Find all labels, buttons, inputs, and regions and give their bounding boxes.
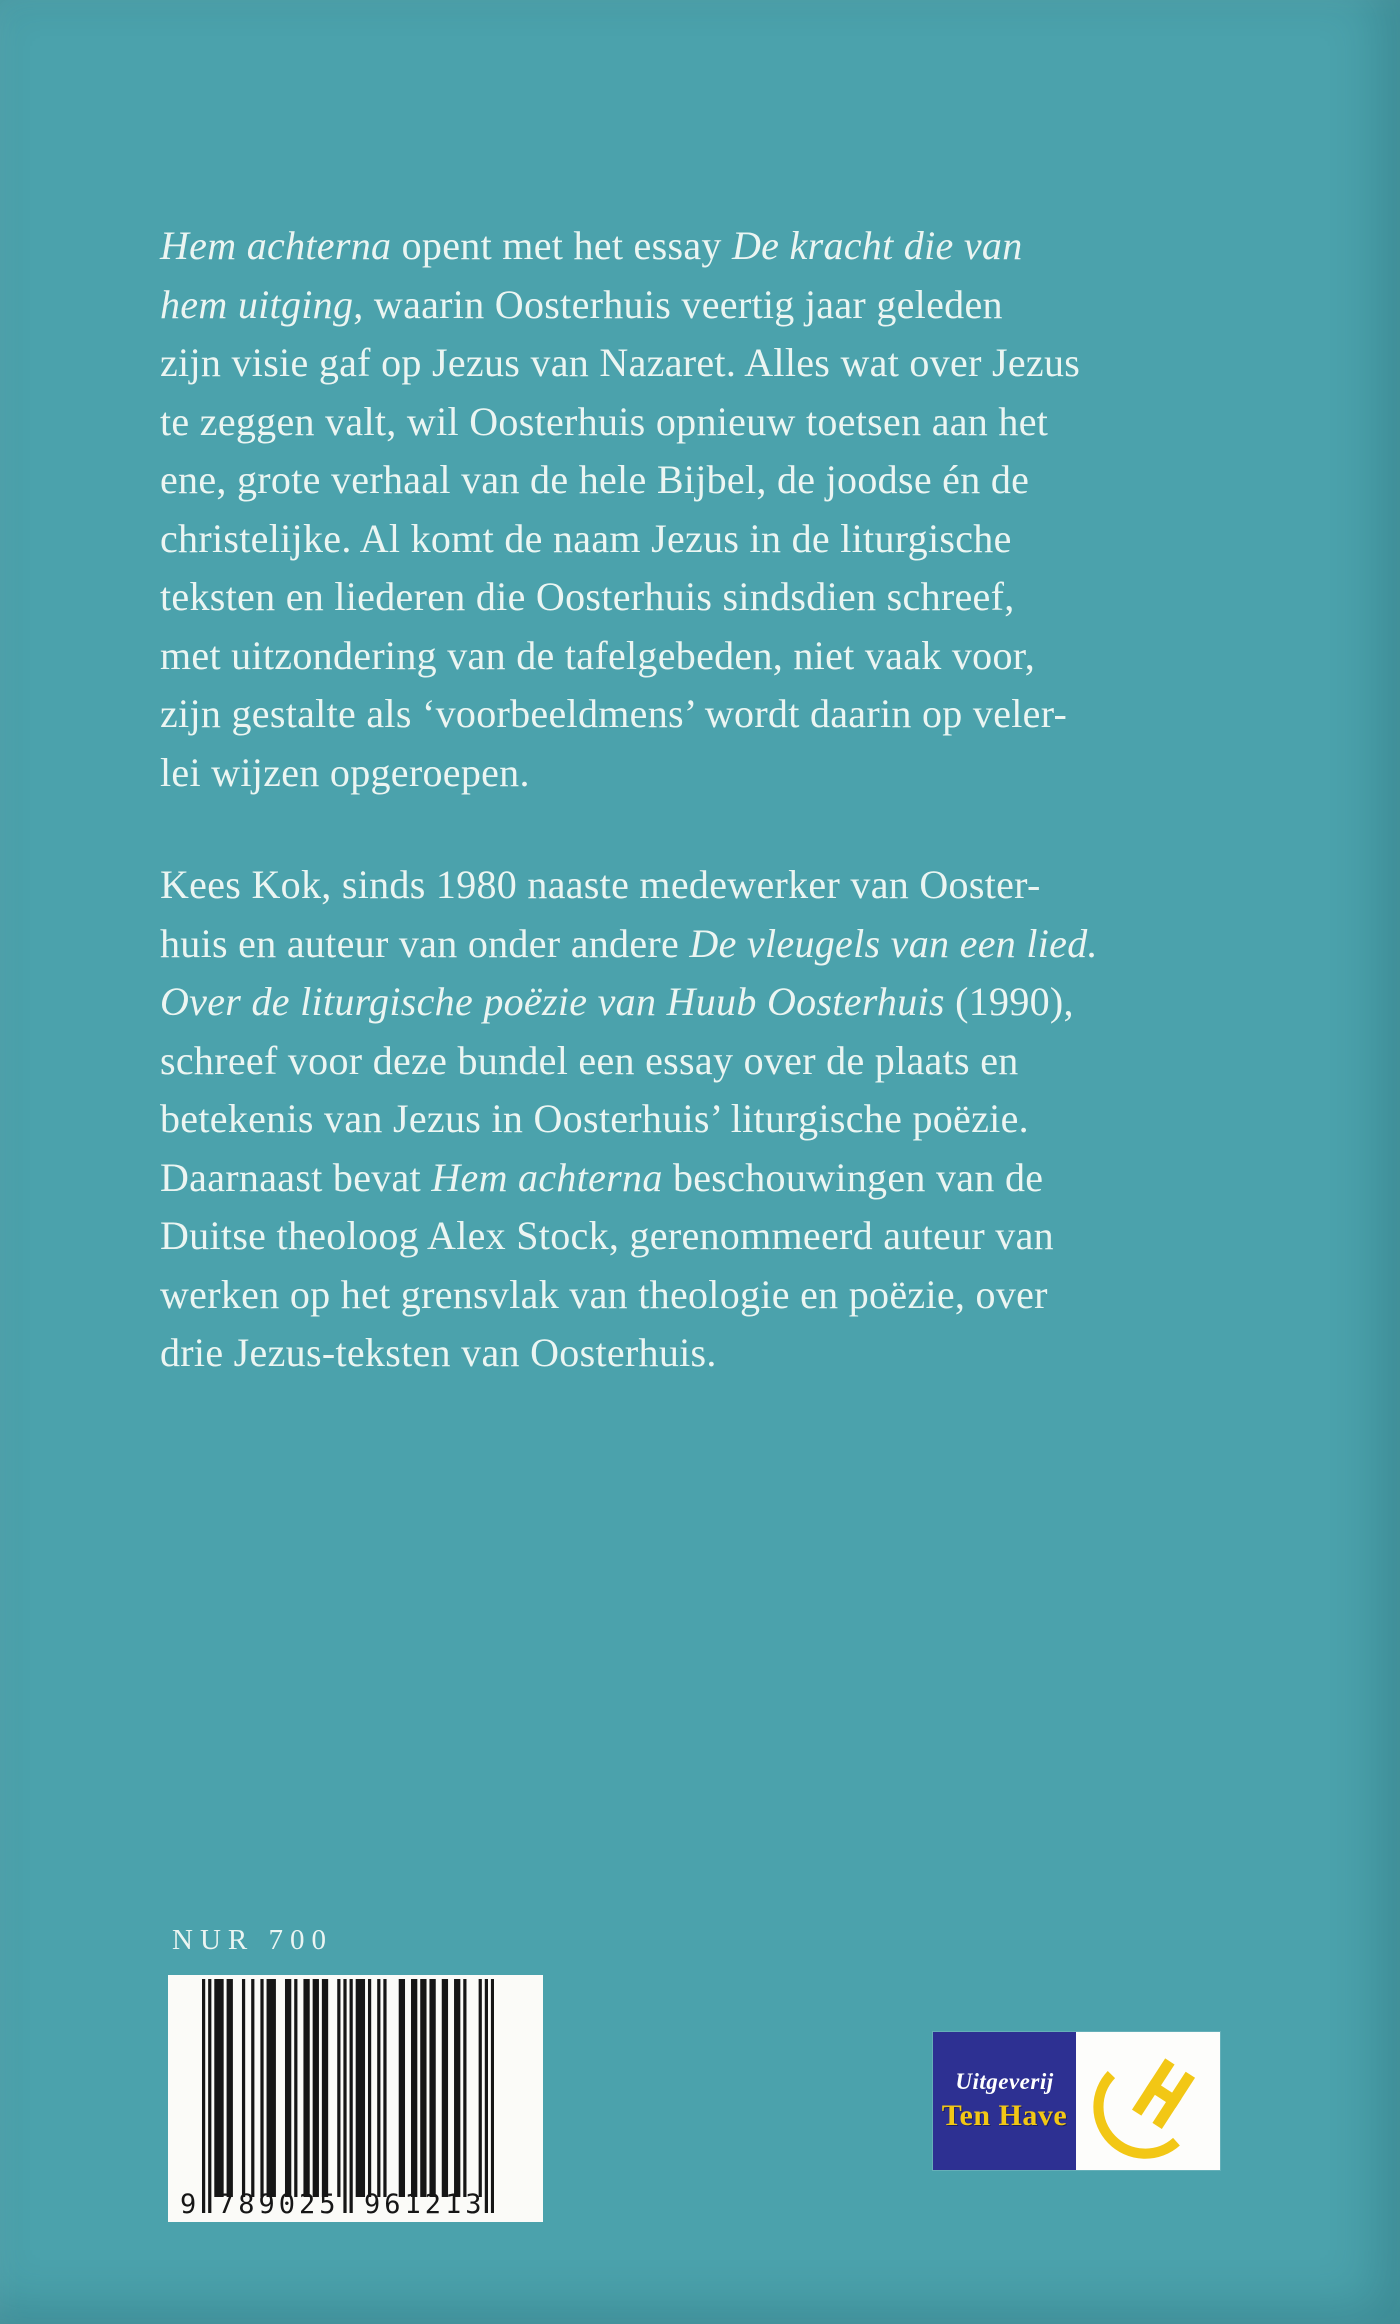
body-text: schreef voor deze bundel een essay over de plaats en <box>160 1037 1019 1083</box>
italic-title-text: Over de liturgische poëzie van Huub Oosterhuis <box>160 979 945 1024</box>
text-line <box>160 856 1098 915</box>
body-text: beschouwingen van de <box>662 1154 1044 1200</box>
body-text: drie Jezus-teksten van Oosterhuis. <box>160 1330 717 1375</box>
text-line <box>160 393 1098 452</box>
text-line <box>160 334 1098 393</box>
italic-title-text: hem uitging <box>160 281 354 327</box>
body-text: ene, grote verhaal van de hele Bijbel, de joodse én de <box>160 457 1030 502</box>
nur-label: NUR 700 <box>172 1924 333 1956</box>
text-line <box>160 1207 1098 1266</box>
publisher-label: Uitgeverij <box>955 2069 1054 2094</box>
back-cover-text <box>160 217 1098 1437</box>
body-text: huis en auteur van onder andere <box>160 920 690 966</box>
paragraph <box>160 856 1098 1383</box>
text-line <box>160 915 1098 974</box>
body-text: Daarnaast bevat <box>160 1154 432 1200</box>
body-text: teksten en liederen die Oosterhuis sindsdien schreef, <box>160 574 1015 619</box>
italic-title-text: Hem achterna <box>431 1154 663 1200</box>
text-line <box>160 973 1098 1032</box>
text-line <box>160 685 1098 744</box>
paragraph <box>160 217 1098 802</box>
body-text: met uitzondering van de tafelgebeden, niet vaak voor, <box>160 632 1036 678</box>
barcode-digits-left: 789025 <box>218 2189 340 2220</box>
italic-title-text: De vleugels van een lied. <box>689 920 1098 966</box>
body-text: Kees Kok, sinds 1980 naaste medewerker van Ooster- <box>160 862 1041 907</box>
publisher-logo <box>933 2032 1220 2170</box>
ten-have-h-swoosh-icon <box>1087 2040 1209 2162</box>
italic-title-text: Hem achterna <box>160 223 392 268</box>
body-text: zijn gestalte als ‘voorbeeldmens’ wordt daarin op veler- <box>160 691 1068 736</box>
body-text: , waarin Oosterhuis veertig jaar geleden <box>353 281 1003 327</box>
text-line <box>160 217 1098 276</box>
text-line <box>160 1149 1098 1208</box>
body-text: christelijke. Al komt de naam Jezus in de liturgische <box>160 515 1012 561</box>
body-text: zijn visie gaf op Jezus van Nazaret. Alles wat over Jezus <box>160 340 1081 385</box>
body-text: opent met het essay <box>391 223 732 268</box>
body-text: Duitse theoloog Alex Stock, gerenommeerd auteur van <box>160 1213 1054 1258</box>
publisher-name-panel <box>933 2032 1076 2170</box>
barcode-digit-first: 9 <box>180 2189 197 2220</box>
text-line <box>160 1090 1098 1149</box>
publisher-name: Ten Have <box>941 2099 1068 2132</box>
body-text: werken op het grensvlak van theologie en poëzie, over <box>160 1271 1048 1317</box>
body-text: betekenis van Jezus in Oosterhuis’ liturgische poëzie. <box>160 1096 1029 1141</box>
text-line <box>160 451 1098 510</box>
barcode-bars <box>202 1979 494 2213</box>
barcode <box>168 1975 543 2222</box>
barcode-digits-right: 961213 <box>364 2189 486 2220</box>
body-text: te zeggen valt, wil Oosterhuis opnieuw toetsen aan het <box>160 398 1049 444</box>
text-line <box>160 627 1098 686</box>
text-line <box>160 1266 1098 1325</box>
body-text: lei wijzen opgeroepen. <box>160 749 530 795</box>
body-text: (1990), <box>944 979 1074 1024</box>
italic-title-text: De kracht die van <box>731 223 1023 268</box>
text-line <box>160 1032 1098 1091</box>
text-line <box>160 744 1098 803</box>
text-line <box>160 568 1098 627</box>
paragraph-container <box>160 217 1098 1383</box>
text-line <box>160 276 1098 335</box>
publisher-mark-panel <box>1076 2032 1220 2170</box>
text-line <box>160 510 1098 569</box>
text-line <box>160 1324 1098 1383</box>
